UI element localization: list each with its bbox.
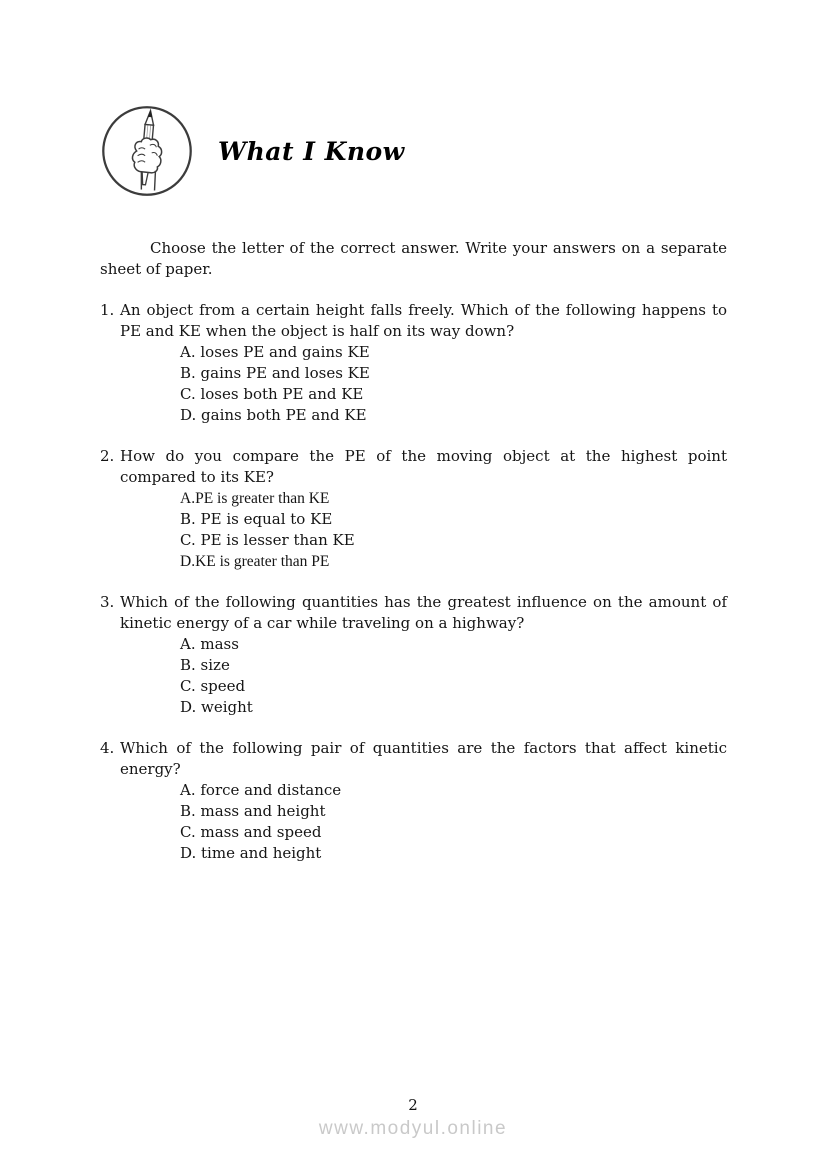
option-d: D.KE is greater than PE — [180, 553, 330, 570]
watermark-text: www.modyul.online — [318, 1118, 508, 1139]
option-c: C. loses both PE and KE — [180, 385, 364, 403]
page-content — [100, 0, 727, 864]
options-list — [180, 780, 727, 864]
question-text: An object from a certain height falls freely. Which of the following happens to PE and KE when the object is half on its way down? — [120, 301, 727, 340]
pencil-in-hand-icon — [100, 104, 194, 198]
question-number: 2. — [100, 447, 115, 465]
question-text: Which of the following quantities has the greatest influence on the amount of kinetic energy of a car while traveling on a highway? — [120, 593, 727, 632]
option-d: D. gains both PE and KE — [180, 406, 367, 424]
page-number: 2 — [408, 1096, 418, 1114]
question-text: How do you compare the PE of the moving object at the highest point compared to its KE? — [120, 447, 727, 486]
option-a: A. mass — [180, 635, 239, 653]
instructions-text: Choose the letter of the correct answer. Write your answers on a separate sheet of paper. — [100, 239, 727, 278]
option-d: D. time and height — [180, 844, 322, 862]
question-number: 1. — [100, 301, 115, 319]
question-stem — [100, 738, 727, 780]
options-list — [180, 342, 727, 426]
question-number: 4. — [100, 739, 115, 757]
option-c: C. PE is lesser than KE — [180, 531, 355, 549]
question-text: Which of the following pair of quantities are the factors that affect kinetic energy? — [120, 739, 727, 778]
option-b: B. gains PE and loses KE — [180, 364, 370, 382]
option-c: C. speed — [180, 677, 246, 695]
option-b: B. size — [180, 656, 230, 674]
question-4 — [100, 738, 727, 864]
question-stem — [100, 446, 727, 488]
option-d: D. weight — [180, 698, 253, 716]
option-a: A.PE is greater than KE — [180, 490, 330, 507]
options-list — [180, 634, 727, 718]
question-2 — [100, 446, 727, 572]
option-a: A. force and distance — [180, 781, 342, 799]
section-header — [100, 104, 727, 198]
page-title: What I Know — [218, 136, 405, 166]
option-b: B. PE is equal to KE — [180, 510, 333, 528]
question-number: 3. — [100, 593, 115, 611]
option-b: B. mass and height — [180, 802, 326, 820]
question-3 — [100, 592, 727, 718]
question-stem — [100, 300, 727, 342]
question-stem — [100, 592, 727, 634]
question-1 — [100, 300, 727, 426]
option-a: A. loses PE and gains KE — [180, 343, 370, 361]
option-c: C. mass and speed — [180, 823, 322, 841]
options-list — [180, 488, 727, 572]
